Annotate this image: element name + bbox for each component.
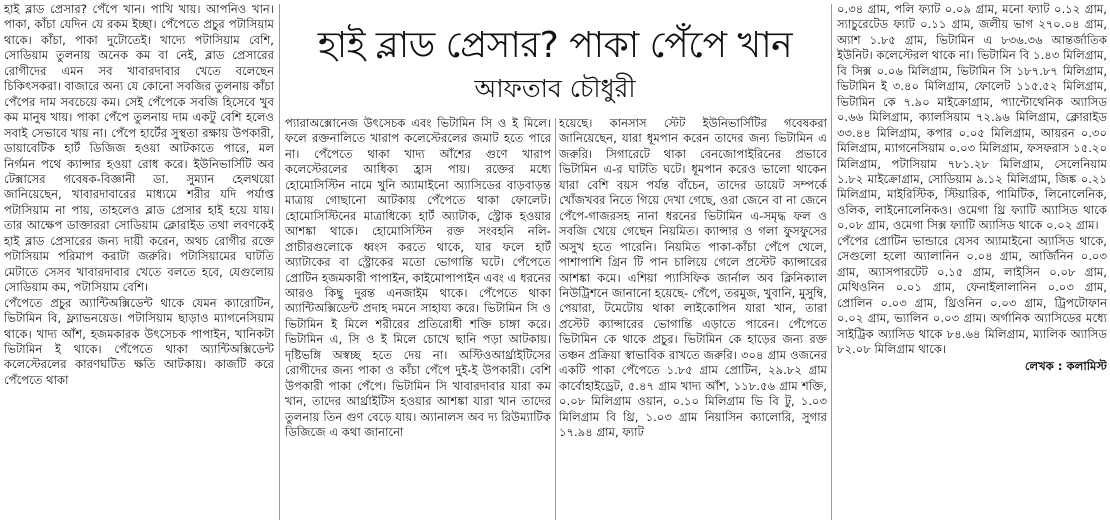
article-column-2	[285, 116, 551, 524]
article-column-3	[559, 116, 827, 524]
article-column-4	[837, 2, 1107, 524]
article-column-1	[4, 2, 274, 524]
paragraph: ০.৩৪ গ্রাম, পলি ফ্যাট ০.০৯ গ্রাম, মনো ফ্যাট ০.১২ গ্রাম, স্যাচুরেটেড ফ্যাট ০.১১ গ্রাম, জলীয় ভাগ ২৭০.০৪ গ্রাম, অ্যাশ ১.৮৫ গ্রাম, ভিটামিন এ ৮৩৬.৩৬ আন্তর্জাতিক ইউনিট। কলেস্টেরল থাকে না। ভিটামিন বি ১.৪৩ মিলিগ্রাম, বি সিক্স ০.০৬ মিলিগ্রাম, ভিটামিন সি ১৮৭.৮৭ মিলিগ্রাম, ভিটামিন ই ৩.৪০ মিলিগ্রাম, ফোলেট ১১৫.৫২ মিলিগ্রাম, ভিটামিন কে ৭.৯০ মাইক্রোগ্রাম, প্যান্টোথেনিক অ্যাসিড ০.৬৬ মিলিগ্রাম, ক্যালসিয়াম ৭২.৯৬ মিলিগ্রাম, ক্লোরাইড ৩৩.৪৪ মিলিগ্রাম, কপার ০.০৫ মিলিগ্রাম, আয়রন ০.৩০ মিলিগ্রাম, ম্যাগনেসিয়াম ০.০৩ মিলিগ্রাম, ফসফরাস ১৫.২০ মিলিগ্রাম, পটাসিয়াম ৭৮১.২৮ মিলিগ্রাম, সেলেনিয়াম ১.৮২ মাইক্রোগ্রাম, সোডিয়াম ৯.১২ মিলিগ্রাম, জিঙ্ক ০.২১ মিলিগ্রাম, মাইরিস্টিক, স্টিয়ারিক, পামিটিক, লিনোলেনিক, ওলিক, লাইনোলেনিকও। ওমেগা থ্রি ফ্যাটি অ্যাসিড থাকে ০.০৮ গ্রাম, ওমেগা সিক্স ফ্যাটি অ্যাসিড থাকে ০.০২ গ্রাম।	[837, 2, 1107, 233]
paragraph: হাই ব্লাড প্রেসার? পেঁপে খান। পাখি খায়। আপনিও খান। পাকা, কাঁচা যেদিন যে রকম ইচ্ছা। পেঁপেতে প্রচুর পটাসিয়াম থাকে। কাঁচা, পাকা দুটোতেই। খাদ্যে পটাসিয়াম বেশি, সোডিয়াম তুলনায় অনেক কম বা নেই, ব্লাড প্রেসারের রোগীদের এমন সব খাবারদাবার খেতে বলেছেন চিকিৎসকরা। বাজারে অন্য যে কোনো সবজির তুলনায় কাঁচা পেঁপের দাম সবচেয়ে কম। সেই পেঁপেকে সবজি হিসেবে খুব কম মানুষ খায়। পাকা পেঁপে তুলনায় দাম একটু বেশি হলেও সবাই সেভাবে খায় না। পেঁপে হার্টের সুস্থতা রক্ষায় উপকারী, ডায়াবেটিক হার্ট ডিজিজ হওয়া আটকাতে পারে, মল নির্গমন পথে ক্যান্সার হওয়া রোধ করে। ইউনিভার্সিটি অব টেক্সাসের গবেষক-বিজ্ঞানী ডা. সুম্যান হেলথয়ো জানিয়েছেন, খাবারদাবারের মাধ্যমে শরীর যদি পর্যাপ্ত পটাসিয়াম না পায়, তাহলেও ব্লাড প্রেসার হাই হয়ে যায়। তার আক্ষেপ ডাক্তাররা সোডিয়াম ক্লোরাইড তথা লবণকেই হাই ব্লাড প্রেসারের জন্য দায়ী করেন, অথচ রোগীর রক্তে পটাসিয়াম পরিমাপ করাটা জরুরি। পটাসিয়ামের ঘাটতি মেটাতে সেসব খাবারদাবার খেতে বলতে হবে, যেগুলোয় সোডিয়াম কম, পটাসিয়াম বেশি।	[4, 2, 274, 295]
writer-note: লেখক : কলামিস্ট	[1024, 359, 1107, 374]
paragraph: পেঁপের প্রোটিন ভান্ডারে যেসব অ্যামাইনো অ্যাসিড থাকে, সেগুলো হলো অ্যালানিন ০.০৪ গ্রাম, আর্জিনিন ০.০৩ গ্রাম, অ্যাসপারটেট ০.১৫ গ্রাম, লাইসিন ০.০৮ গ্রাম, মেথিওনিন ০.০১ গ্রাম, ফেনাইলালানিন ০.০৩ গ্রাম, প্রোলিন ০.০৩ গ্রাম, থ্রিওনিন ০.০৩ গ্রাম, ট্রিপটোফান ০.০২ গ্রাম, ভ্যালিন ০.০৩ গ্রাম। অর্গানিক অ্যাসিডের মধ্যে সাইট্রিক অ্যাসিড থাকে ৮৪.৬৪ মিলিগ্রাম, ম্যালিক অ্যাসিড ৮২.০৮ মিলিগ্রাম থাকে।	[837, 233, 1107, 356]
article-byline: আফতাব চৌধুরী	[474, 74, 636, 103]
paragraph: প্যারাঅক্সোনেজ উৎসেচক এবং ভিটামিন সি ও ই মিলে। ফলে রক্তনালিতে খারাপ কলেস্টেরলের জমাট হতে পারে না। পেঁপেতে থাকা খাদ্য আঁশের গুণে খারাপ কলেস্টেরলের আধিক্য হ্রাস পায়। রক্তের মধ্যে হোমোসিস্টিন নামে খুনি অ্যামাইনো অ্যাসিডের বাড়বাড়ন্ত মাত্রায় গোছানো আটকায় পেঁপেতে থাকা ফোলেট। হোমোসিস্টিনের মাত্রাধিক্যে হার্ট অ্যাটাক, স্ট্রোক হওয়ার আশঙ্কা থাকে। হোমোসিস্টিন রক্ত সংবহনি নলি-প্রাচীরগুলোকে ধ্বংস করতে থাকে, যার ফলে হার্ট অ্যাটাকের বা স্ট্রোকের মতো ভোগান্তি ঘটে। পেঁপেতে প্রোটিন হজমকারী পাপাইন, কাইমোপাপাইন এবং এ ধরনের আরও কিছু দুরন্ত এনজাইম থাকে। পেঁপেতে থাকা অ্যান্টিঅক্সিডেন্ট প্রদাহ দমনে সাহায্য করে। ভিটামিন সি ও ভিটামিন ই মিলে শরীরের প্রতিরোধী শক্তি চাঙ্গা করে। ভিটামিন এ, সি ও ই মিলে চোখে ছানি পড়া আটকায়। দৃষ্টিভঙ্গি অস্বচ্ছ হতে দেয় না। অস্টিওআর্থ্রাইটিসের রোগীদের জন্য পাকা ও কাঁচা পেঁপে দুই-ই উপকারী। বেশি উপকারী পাকা পেঁপে। ভিটামিন সি খাবারদাবার যারা কম খান, তাদের আর্থ্রাইটিস হওয়ার আশঙ্কা যারা খান তাদের তুলনায় তিন গুণ বেড়ে যায়। অ্যানালস অব দ্য রিউম্যাটিক ডিজিজে এ কথা জানানো	[285, 116, 551, 440]
column-divider	[831, 4, 832, 520]
article-headline: হাই ব্লাড প্রেসার? পাকা পেঁপে খান	[317, 25, 793, 66]
column-divider	[279, 4, 280, 520]
paragraph: পেঁপেতে প্রচুর অ্যান্টিঅক্সিডেন্ট থাকে যেমন ক্যারোটিন, ভিটামিন বি, ফ্ল্যাভনয়েড। পটাসিয়াম ছাড়াও ম্যাগনেসিয়াম থাকে। খাদ্য আঁশ, হজমকারক উৎসেচক পাপাইন, খানিকটা ভিটামিন ই থাকে। পেঁপেতে থাকা অ্যান্টিঅক্সিডেন্ট কলেস্টেরলের কারণঘটিত ক্ষতি আটকায়। কাজটি করে পেঁপেতে থাকা	[4, 295, 274, 387]
paragraph: হয়েছে। কানসাস স্টেট ইউনিভার্সিটির গবেষকরা জানিয়েছেন, যারা ধূমপান করেন তাদের জন্য ভিটামিন এ জরুরি। সিগারেটে থাকা বেনজোপাইরিনের প্রভাবে ভিটামিন এ-র ঘাটতি ঘটে। ধূমপান করেও ভালো থাকেন যারা বেশি বয়স পর্যন্ত বাঁচেন, তাদের ডায়েট সম্পর্কে খোঁজখবর নিতে গিয়ে দেখা গেছে, ওরা জেনে বা না জেনে পেঁপে-গাজরসহ নানা ধরনের ভিটামিন এ-সমৃদ্ধ ফল ও সবজি খেয়ে গেছেন নিয়মিত। ক্যান্সার ও গলা ফুসফুসের অসুখ হতে পারেনি। নিয়মিত পাকা-কাঁচা পেঁপে খেলে, পাশাপাশি গ্রিন টি পান চালিয়ে গেলে প্রস্টেট ক্যান্সারের আশঙ্কা কমে। এশিয়া প্যাসিফিক জার্নাল অব ক্লিনিক্যাল নিউট্রিশনে জানানো হয়েছে- পেঁপে, তরমুজ, খুবানি, মুসুম্বি, পেয়ারা, টমেটোয় থাকা লাইকোপিন যারা খান, তারা প্রস্টেট ক্যান্সারের ভোগান্তি এড়াতে পারেন। পেঁপেতে ভিটামিন কে থাকে প্রচুর। ভিটামিন কে হাড়ের জন্য রক্ত তঞ্চন প্রক্রিয়া স্বাভাবিক রাখতে জরুরি। ৩০৪ গ্রাম ওজনের একটি পাকা পেঁপেতে ১.৮৫ গ্রাম প্রোটিন, ২৯.৮২ গ্রাম কার্বোহাইড্রেট, ৫.৪৭ গ্রাম খাদ্য আঁশ, ১১৮.৫৬ গ্রাম শক্তি, ০.০৮ মিলিগ্রাম ওয়ান, ০.১০ মিলিগ্রাম ভি বি টু, ১.০৩ মিলিগ্রাম বি থ্রি, ১.০৩ গ্রাম নিয়াসিন ক্যালোরি, সুগার ১৭.৯৪ গ্রাম, ফ্যাট	[559, 116, 827, 440]
column-divider	[555, 118, 556, 520]
